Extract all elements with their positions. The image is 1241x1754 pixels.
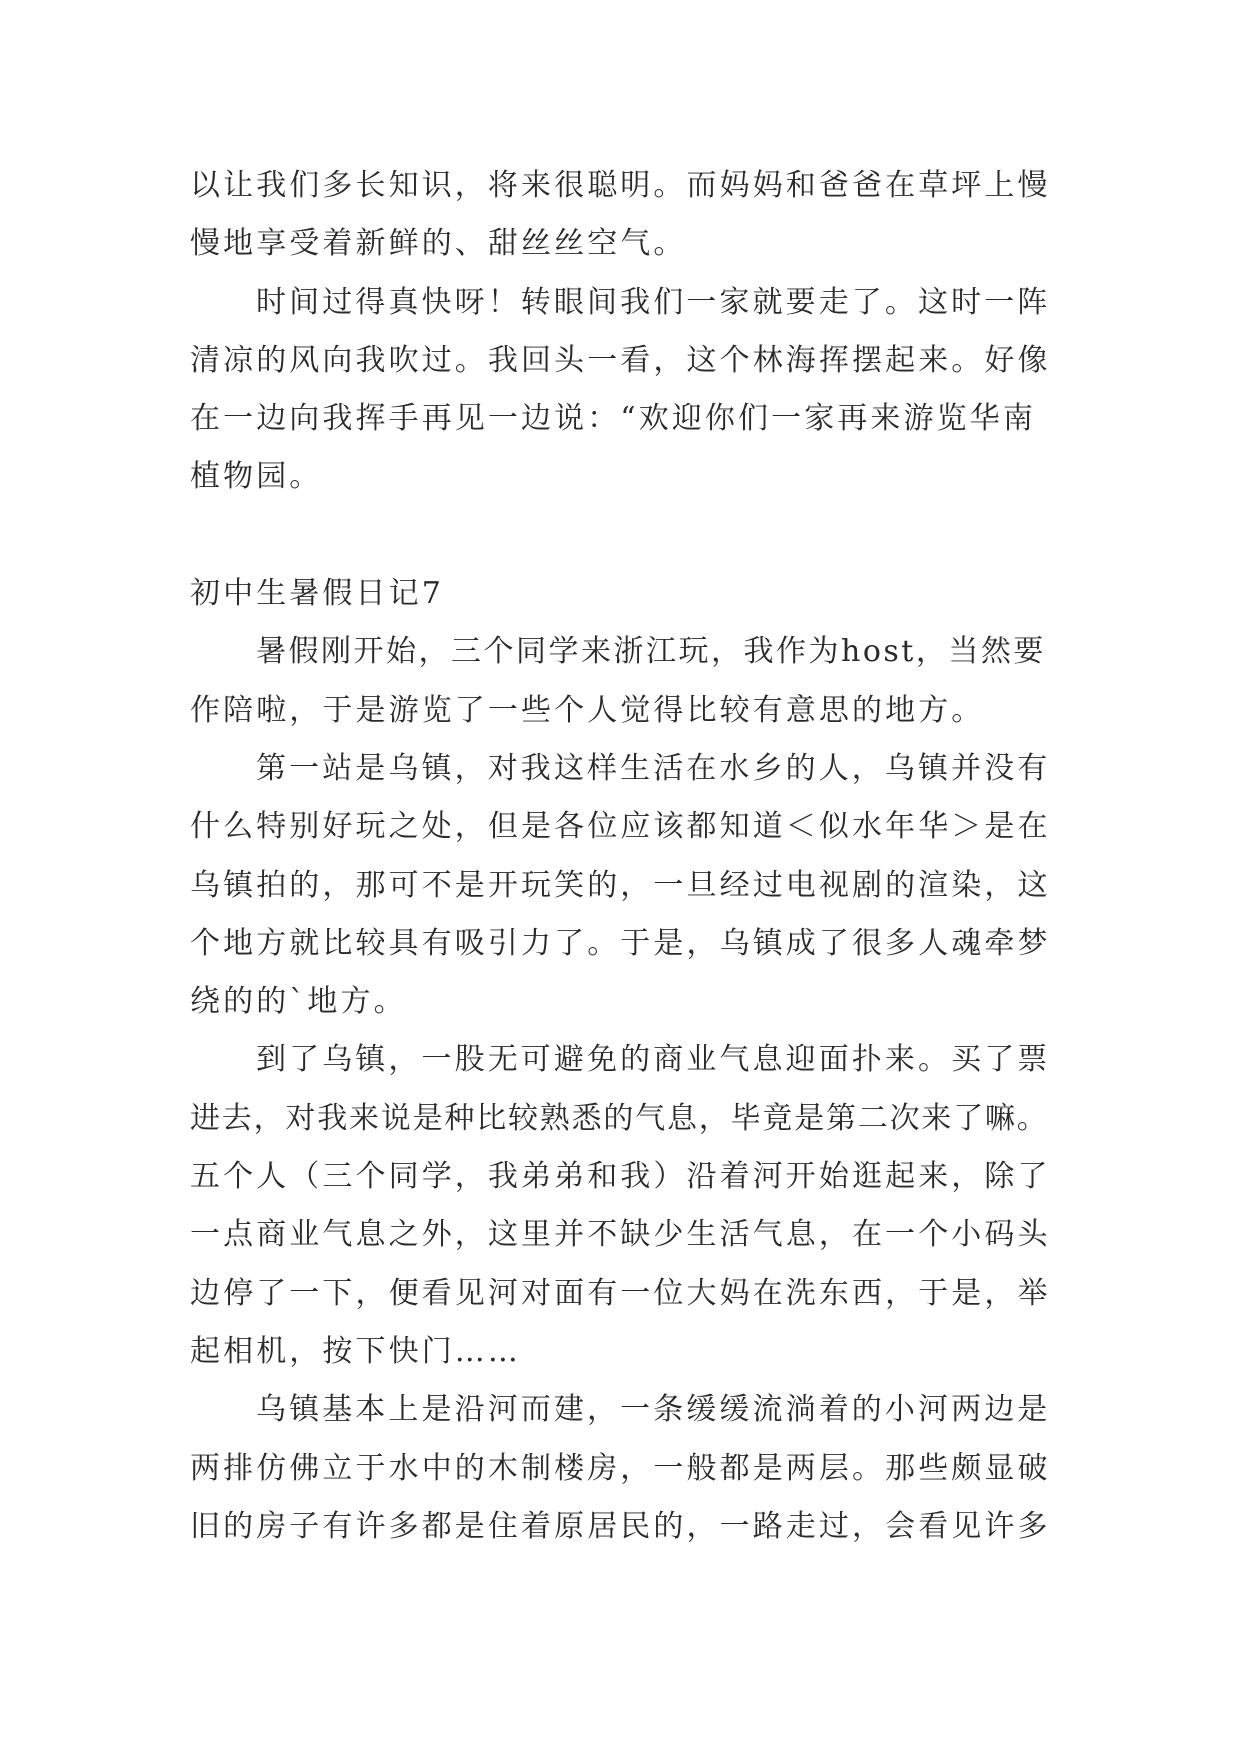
text-line: 什么特别好玩之处，但是各位应该都知道＜似水年华＞是在 — [190, 809, 1051, 845]
text-line: 旧的房子有许多都是住着原居民的，一路走过，会看见许多 — [190, 1508, 1051, 1544]
text-line: 第一站是乌镇，对我这样生活在水乡的人，乌镇并没有 — [256, 750, 1051, 786]
text-line: 起相机，按下快门…… — [190, 1333, 521, 1369]
text-body — [190, 157, 1070, 1556]
text-line: 两排仿佛立于水中的木制楼房，一般都是两层。那些颇显破 — [190, 1450, 1051, 1486]
text-line: 到了乌镇，一股无可避免的商业气息迎面扑来。买了票 — [256, 1042, 1051, 1078]
paragraph — [190, 274, 1070, 507]
text-line: 五个人（三个同学，我弟弟和我）沿着河开始逛起来，除了 — [190, 1159, 1051, 1195]
text-line: 作陪啦，于是游览了一些个人觉得比较有意思的地方。 — [190, 692, 985, 728]
text-line: 个地方就比较具有吸引力了。于是，乌镇成了很多人魂牵梦 — [190, 925, 1051, 961]
paragraph — [190, 157, 1070, 274]
text-line: 一点商业气息之外，这里并不缺少生活气息，在一个小码头 — [190, 1217, 1051, 1253]
paragraph — [190, 740, 1070, 1031]
text-line: 乌镇拍的，那可不是开玩笑的，一旦经过电视剧的渲染，这 — [190, 867, 1051, 903]
diary-entry — [190, 565, 1070, 1556]
text-line: 暑假刚开始，三个同学来浙江玩，我作为host，当然要 — [256, 634, 1046, 670]
entry-title: 初中生暑假日记7 — [190, 576, 444, 612]
text-line: 以让我们多长知识，将来很聪明。而妈妈和爸爸在草坪上慢 — [190, 168, 1051, 203]
paragraph — [190, 1381, 1070, 1556]
text-line: 绕的的`地方。 — [190, 984, 407, 1020]
paragraph — [190, 623, 1070, 740]
text-line: 进去，对我来说是种比较熟悉的气息，毕竟是第二次来了嘛。 — [190, 1100, 1049, 1136]
text-line: 在一边向我挥手再见一边说：“欢迎你们一家再来游览华南 — [190, 401, 1036, 437]
text-line: 乌镇基本上是沿河而建，一条缓缓流淌着的小河两边是 — [256, 1392, 1051, 1428]
previous-entry — [190, 157, 1070, 507]
text-line: 边停了一下，便看见河对面有一位大妈在洗东西，于是，举 — [190, 1275, 1051, 1311]
paragraph — [190, 1031, 1070, 1381]
text-line: 清凉的风向我吹过。我回头一看，这个林海挥摆起来。好像 — [190, 342, 1051, 378]
text-line: 慢地享受着新鲜的、甜丝丝空气。 — [190, 226, 687, 262]
text-line: 时间过得真快呀！转眼间我们一家就要走了。这时一阵 — [256, 284, 1051, 320]
text-line: 植物园。 — [190, 459, 323, 495]
